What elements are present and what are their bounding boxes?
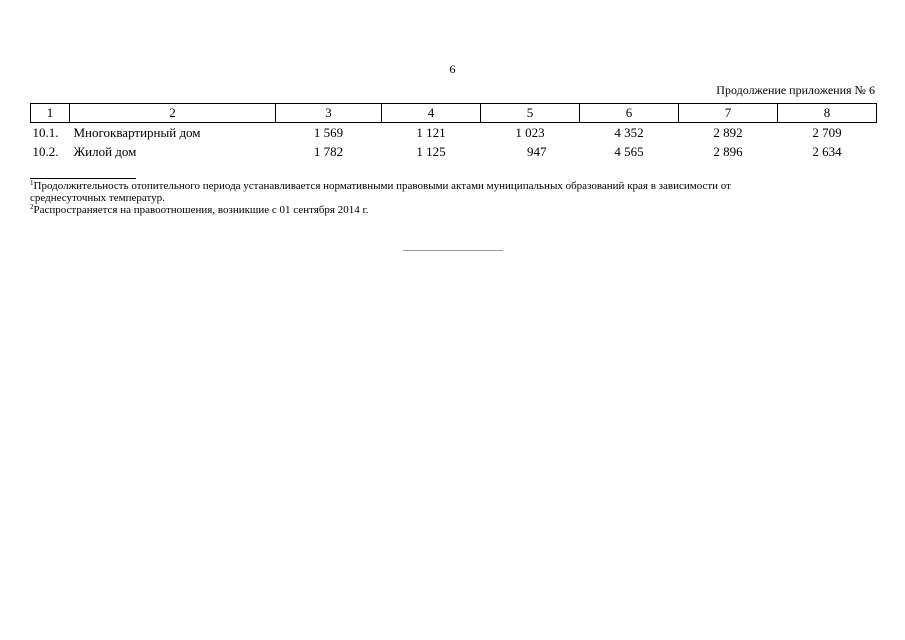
table-row — [31, 123, 877, 143]
row-name: Жилой дом — [73, 143, 137, 159]
table-cell: 1 125 — [416, 143, 446, 159]
footnote — [30, 180, 876, 192]
column-header: 3 — [276, 104, 382, 123]
footnote-continuation: среднесуточных температур. — [30, 192, 165, 204]
table-cell: 2 892 — [713, 124, 743, 140]
table-cell: 2 709 — [812, 124, 842, 140]
table-cell: 1 782 — [313, 143, 344, 159]
footnote — [30, 204, 876, 216]
footnote-text: Продолжительность отопительного периода устанавливается нормативными правовыми актами муниципальных образований края в зависимости от — [33, 180, 731, 192]
column-header: 4 — [382, 104, 481, 123]
table-cell: 1 569 — [313, 124, 344, 140]
row-number: 10.2. — [32, 143, 59, 159]
footnote-mark: 2 — [30, 203, 34, 211]
table-cell: 2 896 — [713, 143, 743, 159]
column-header: 1 — [31, 104, 70, 123]
footnote-text: Распространяется на правоотношения, возникшие с 01 сентября 2014 г. — [33, 204, 369, 216]
footnote-mark: 1 — [30, 179, 34, 187]
column-header: 5 — [481, 104, 580, 123]
column-header: 8 — [778, 104, 877, 123]
table-cell: 2 634 — [812, 143, 842, 159]
column-header: 7 — [679, 104, 778, 123]
table-row — [31, 142, 877, 161]
table-cell: 1 121 — [416, 124, 446, 140]
table-cell: 947 — [527, 143, 547, 159]
page-number: 6 — [449, 62, 456, 76]
footnotes — [30, 180, 876, 216]
column-header: 2 — [70, 104, 276, 123]
table-header-row — [31, 104, 877, 123]
table-cell: 4 565 — [614, 143, 644, 159]
end-separator — [403, 250, 503, 251]
table-cell: 1 023 — [515, 124, 545, 140]
footnote-separator — [30, 178, 136, 179]
column-header: 6 — [580, 104, 679, 123]
row-number: 10.1. — [32, 124, 59, 140]
appendix-continuation-label: Продолжение приложения № 6 — [716, 83, 875, 97]
table-cell: 4 352 — [614, 124, 644, 140]
tariff-table — [30, 103, 877, 161]
row-name: Многоквартирный дом — [73, 124, 201, 140]
